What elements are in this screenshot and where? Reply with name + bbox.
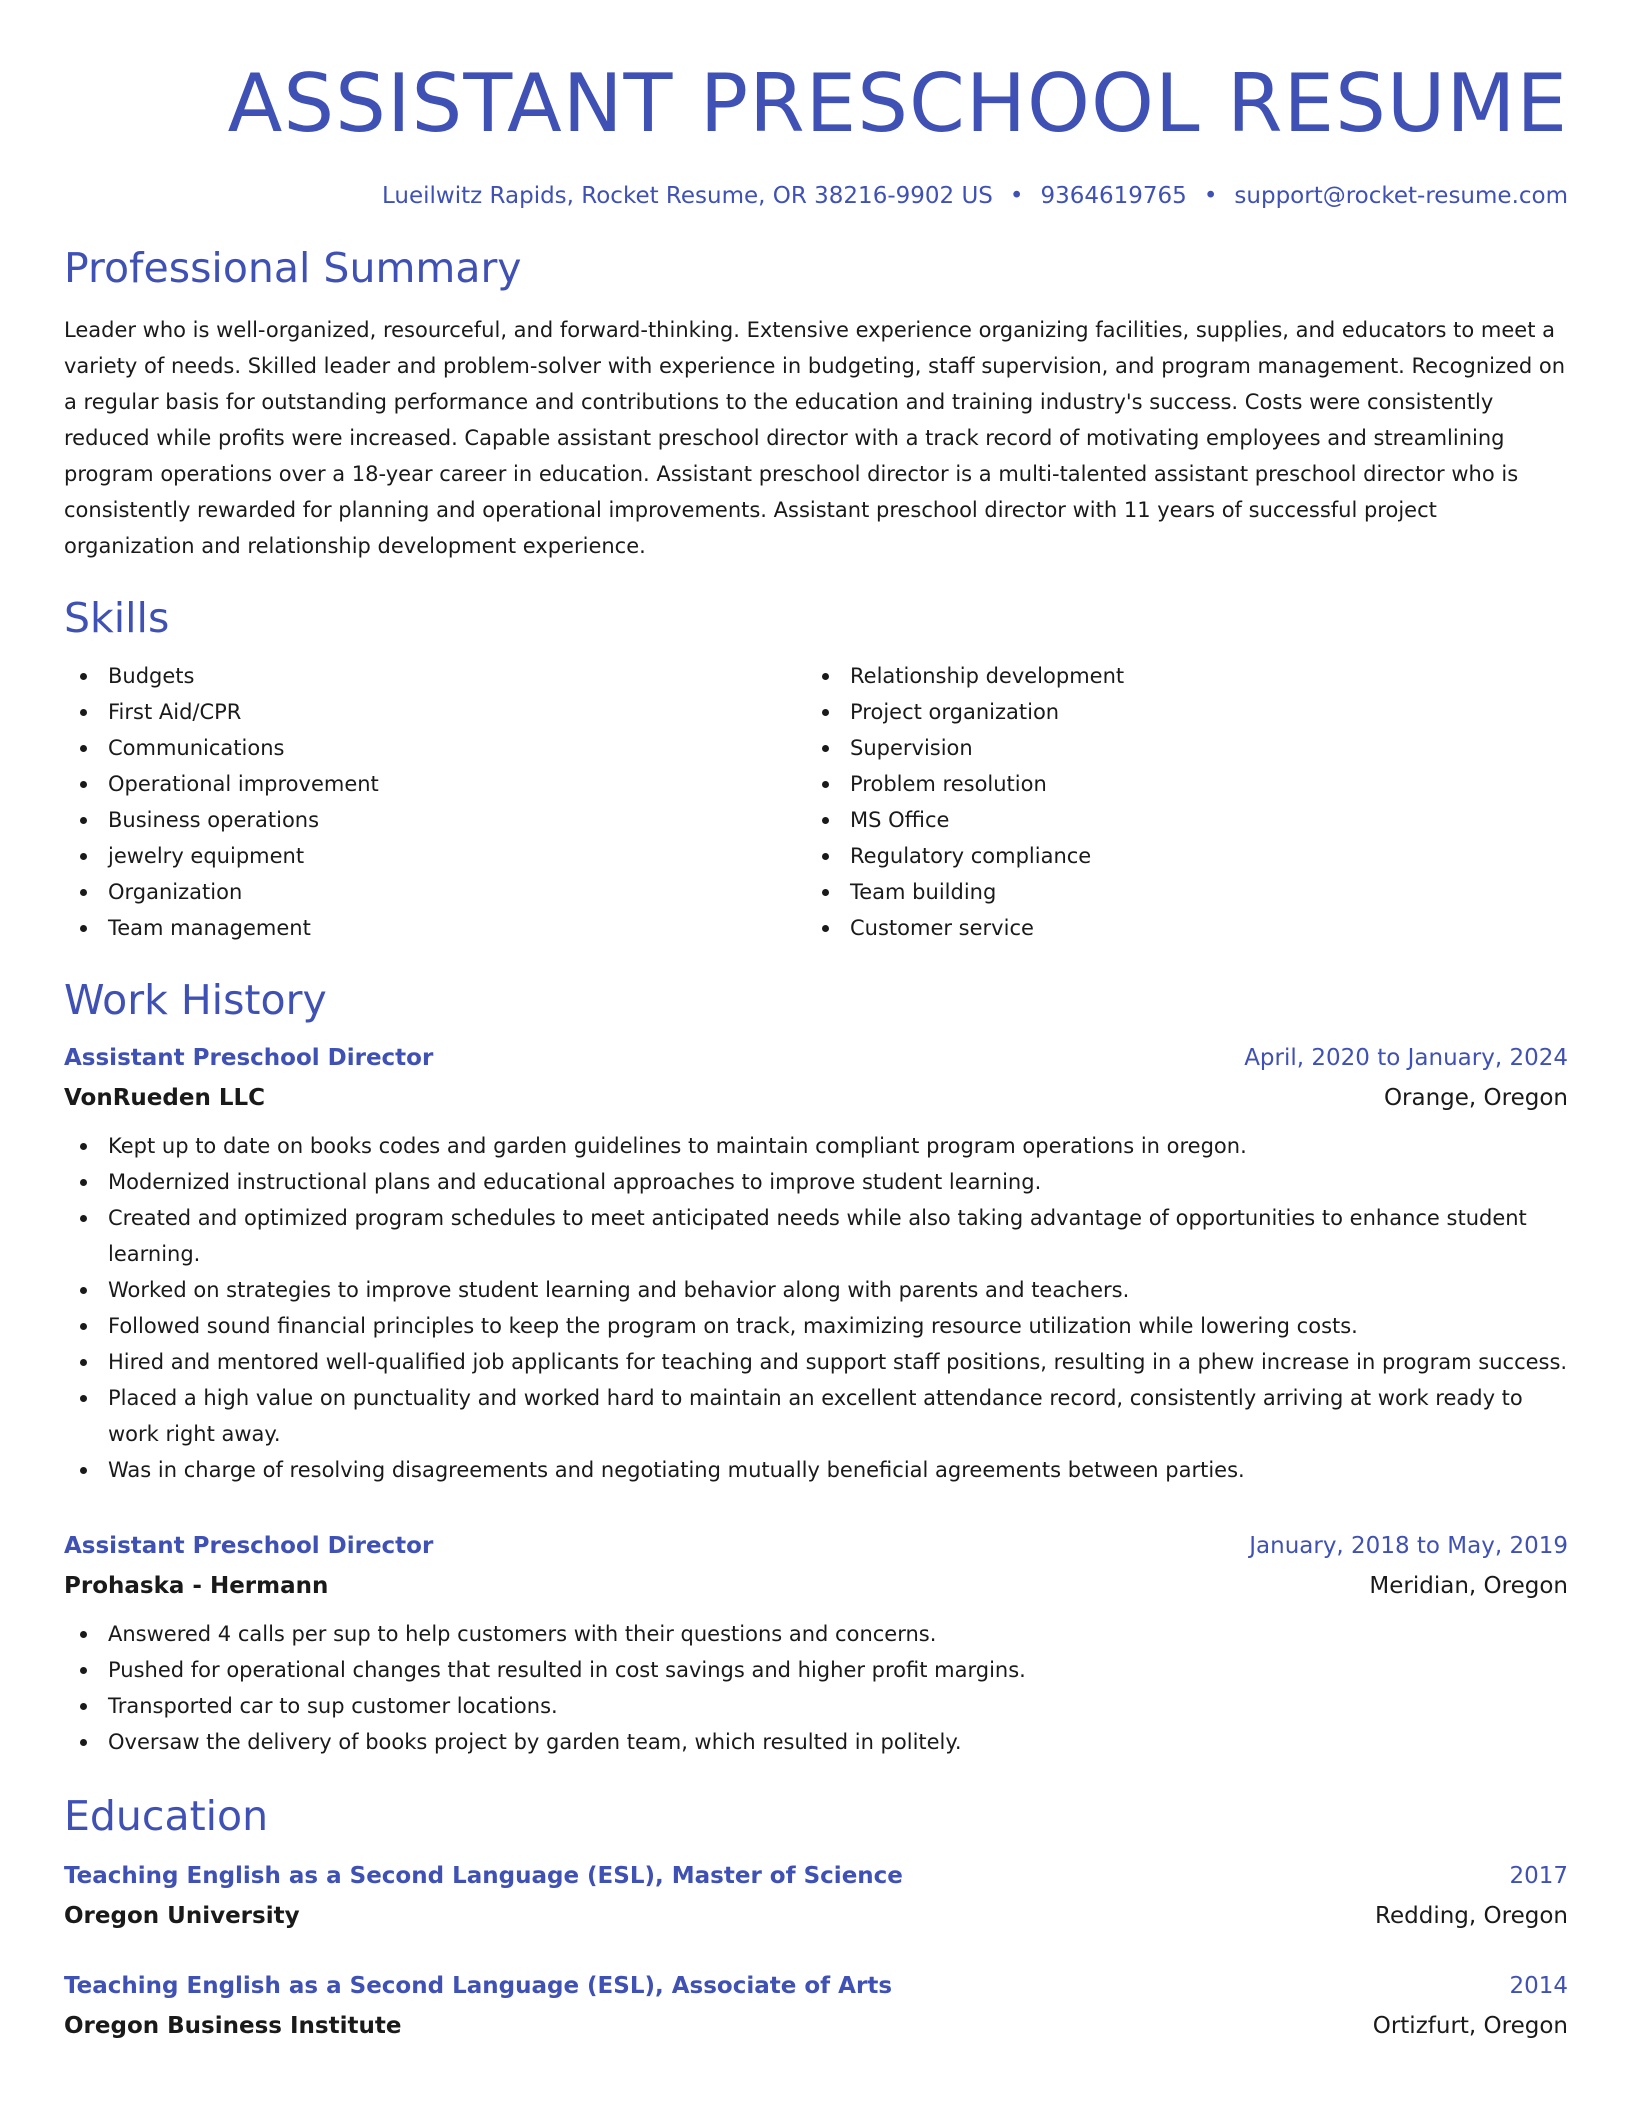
contact-separator: • xyxy=(1009,183,1024,209)
job-bullet: Worked on strategies to improve student learning and behavior along with parents and teachers. xyxy=(64,1272,1568,1308)
job-title-row xyxy=(64,1526,1568,1566)
job-title: Assistant Preschool Director xyxy=(64,1533,434,1559)
skill-item: Budgets xyxy=(64,658,806,694)
skill-item: Customer service xyxy=(806,910,1548,946)
resume-title: ASSISTANT PRESCHOOL RESUME xyxy=(227,57,1568,150)
job-entry xyxy=(64,1526,1568,1760)
skill-item: Problem resolution xyxy=(806,766,1548,802)
job-bullet: Created and optimized program schedules to meet anticipated needs while also taking advantage of opportunities to enhance student learning. xyxy=(64,1200,1568,1272)
contact-line xyxy=(64,180,1568,212)
skill-item: Business operations xyxy=(64,802,806,838)
job-company: Prohaska - Hermann xyxy=(64,1573,329,1599)
education-year: 2017 xyxy=(1509,1863,1568,1889)
skill-item: Project organization xyxy=(806,694,1548,730)
job-dates: April, 2020 to January, 2024 xyxy=(1244,1045,1568,1071)
job-bullet: Answered 4 calls per sup to help customers with their questions and concerns. xyxy=(64,1616,1568,1652)
contact-phone: 9364619765 xyxy=(1040,183,1187,209)
job-company-row xyxy=(64,1566,1568,1606)
skill-item: Team building xyxy=(806,874,1548,910)
education-degree-row xyxy=(64,1966,1568,2006)
skill-item: First Aid/CPR xyxy=(64,694,806,730)
job-location: Orange, Oregon xyxy=(1383,1085,1568,1111)
job-entry xyxy=(64,1038,1568,1488)
education-school: Oregon University xyxy=(64,1903,300,1929)
job-title: Assistant Preschool Director xyxy=(64,1045,434,1071)
contact-separator: • xyxy=(1203,183,1218,209)
education-school-row xyxy=(64,2006,1568,2046)
job-bullet: Kept up to date on books codes and garden guidelines to maintain compliant program operations in oregon. xyxy=(64,1128,1568,1164)
job-bullet-list xyxy=(64,1616,1568,1760)
job-bullet: Was in charge of resolving disagreements and negotiating mutually beneficial agreements between parties. xyxy=(64,1452,1568,1488)
education-year: 2014 xyxy=(1509,1973,1568,1999)
work-history-heading: Work History xyxy=(64,976,327,1024)
job-location: Meridian, Oregon xyxy=(1369,1573,1568,1599)
education-school: Oregon Business Institute xyxy=(64,2013,402,2039)
skills-grid xyxy=(64,658,1568,946)
education-degree: Teaching English as a Second Language (ESL), Master of Science xyxy=(64,1863,903,1889)
education-degree-row xyxy=(64,1856,1568,1896)
education-school-row xyxy=(64,1896,1568,1936)
job-company: VonRueden LLC xyxy=(64,1085,266,1111)
job-company-row xyxy=(64,1078,1568,1118)
skill-item: Regulatory compliance xyxy=(806,838,1548,874)
skills-list-right xyxy=(806,658,1548,946)
skill-item: Organization xyxy=(64,874,806,910)
education-location: Ortizfurt, Oregon xyxy=(1372,2013,1568,2039)
skill-item: Operational improvement xyxy=(64,766,806,802)
education-degree: Teaching English as a Second Language (ESL), Associate of Arts xyxy=(64,1973,893,1999)
contact-address: Lueilwitz Rapids, Rocket Resume, OR 38216-9902 US xyxy=(382,183,993,209)
job-dates: January, 2018 to May, 2019 xyxy=(1249,1533,1568,1559)
skill-item: Communications xyxy=(64,730,806,766)
skill-item: Team management xyxy=(64,910,806,946)
skill-item: jewelry equipment xyxy=(64,838,806,874)
summary-text: Leader who is well-organized, resourceful, and forward-thinking. Extensive experience organizing facilities, supplies, and educators to meet a variety of needs. Skilled leader and problem-solver with experience in budgeting, staff supervision, and program management. Recognized on a regular basis for outstanding performance and contributions to the education and training industry's success. Costs were consistently reduced while profits were increased. Capable assistant preschool director with a track record of motivating employees and streamlining program operations over a 18-year career in education. Assistant preschool director is a multi-talented assistant preschool director who is consistently rewarded for planning and operational improvements. Assistant preschool director with 11 years of successful project organization and relationship development experience. xyxy=(64,318,1566,558)
skill-item: Supervision xyxy=(806,730,1548,766)
skill-item: MS Office xyxy=(806,802,1548,838)
summary-heading: Professional Summary xyxy=(64,244,522,292)
job-bullet: Modernized instructional plans and educational approaches to improve student learning. xyxy=(64,1164,1568,1200)
job-title-row xyxy=(64,1038,1568,1078)
job-bullet-list xyxy=(64,1128,1568,1488)
resume-page xyxy=(64,0,1568,2046)
job-bullet: Oversaw the delivery of books project by garden team, which resulted in politely. xyxy=(64,1724,1568,1760)
education-location: Redding, Oregon xyxy=(1375,1903,1568,1929)
skills-list-left xyxy=(64,658,806,946)
education-entry xyxy=(64,1966,1568,2046)
job-bullet: Transported car to sup customer locations. xyxy=(64,1688,1568,1724)
education-entry xyxy=(64,1856,1568,1936)
job-bullet: Followed sound financial principles to keep the program on track, maximizing resource utilization while lowering costs. xyxy=(64,1308,1568,1344)
skill-item: Relationship development xyxy=(806,658,1548,694)
job-bullet: Pushed for operational changes that resulted in cost savings and higher profit margins. xyxy=(64,1652,1568,1688)
contact-email: support@rocket-resume.com xyxy=(1234,183,1568,209)
job-bullet: Placed a high value on punctuality and worked hard to maintain an excellent attendance record, consistently arriving at work ready to work right away. xyxy=(64,1380,1568,1452)
job-bullet: Hired and mentored well-qualified job applicants for teaching and support staff positions, resulting in a phew increase in program success. xyxy=(64,1344,1568,1380)
education-heading: Education xyxy=(64,1792,269,1840)
skills-heading: Skills xyxy=(64,594,170,642)
